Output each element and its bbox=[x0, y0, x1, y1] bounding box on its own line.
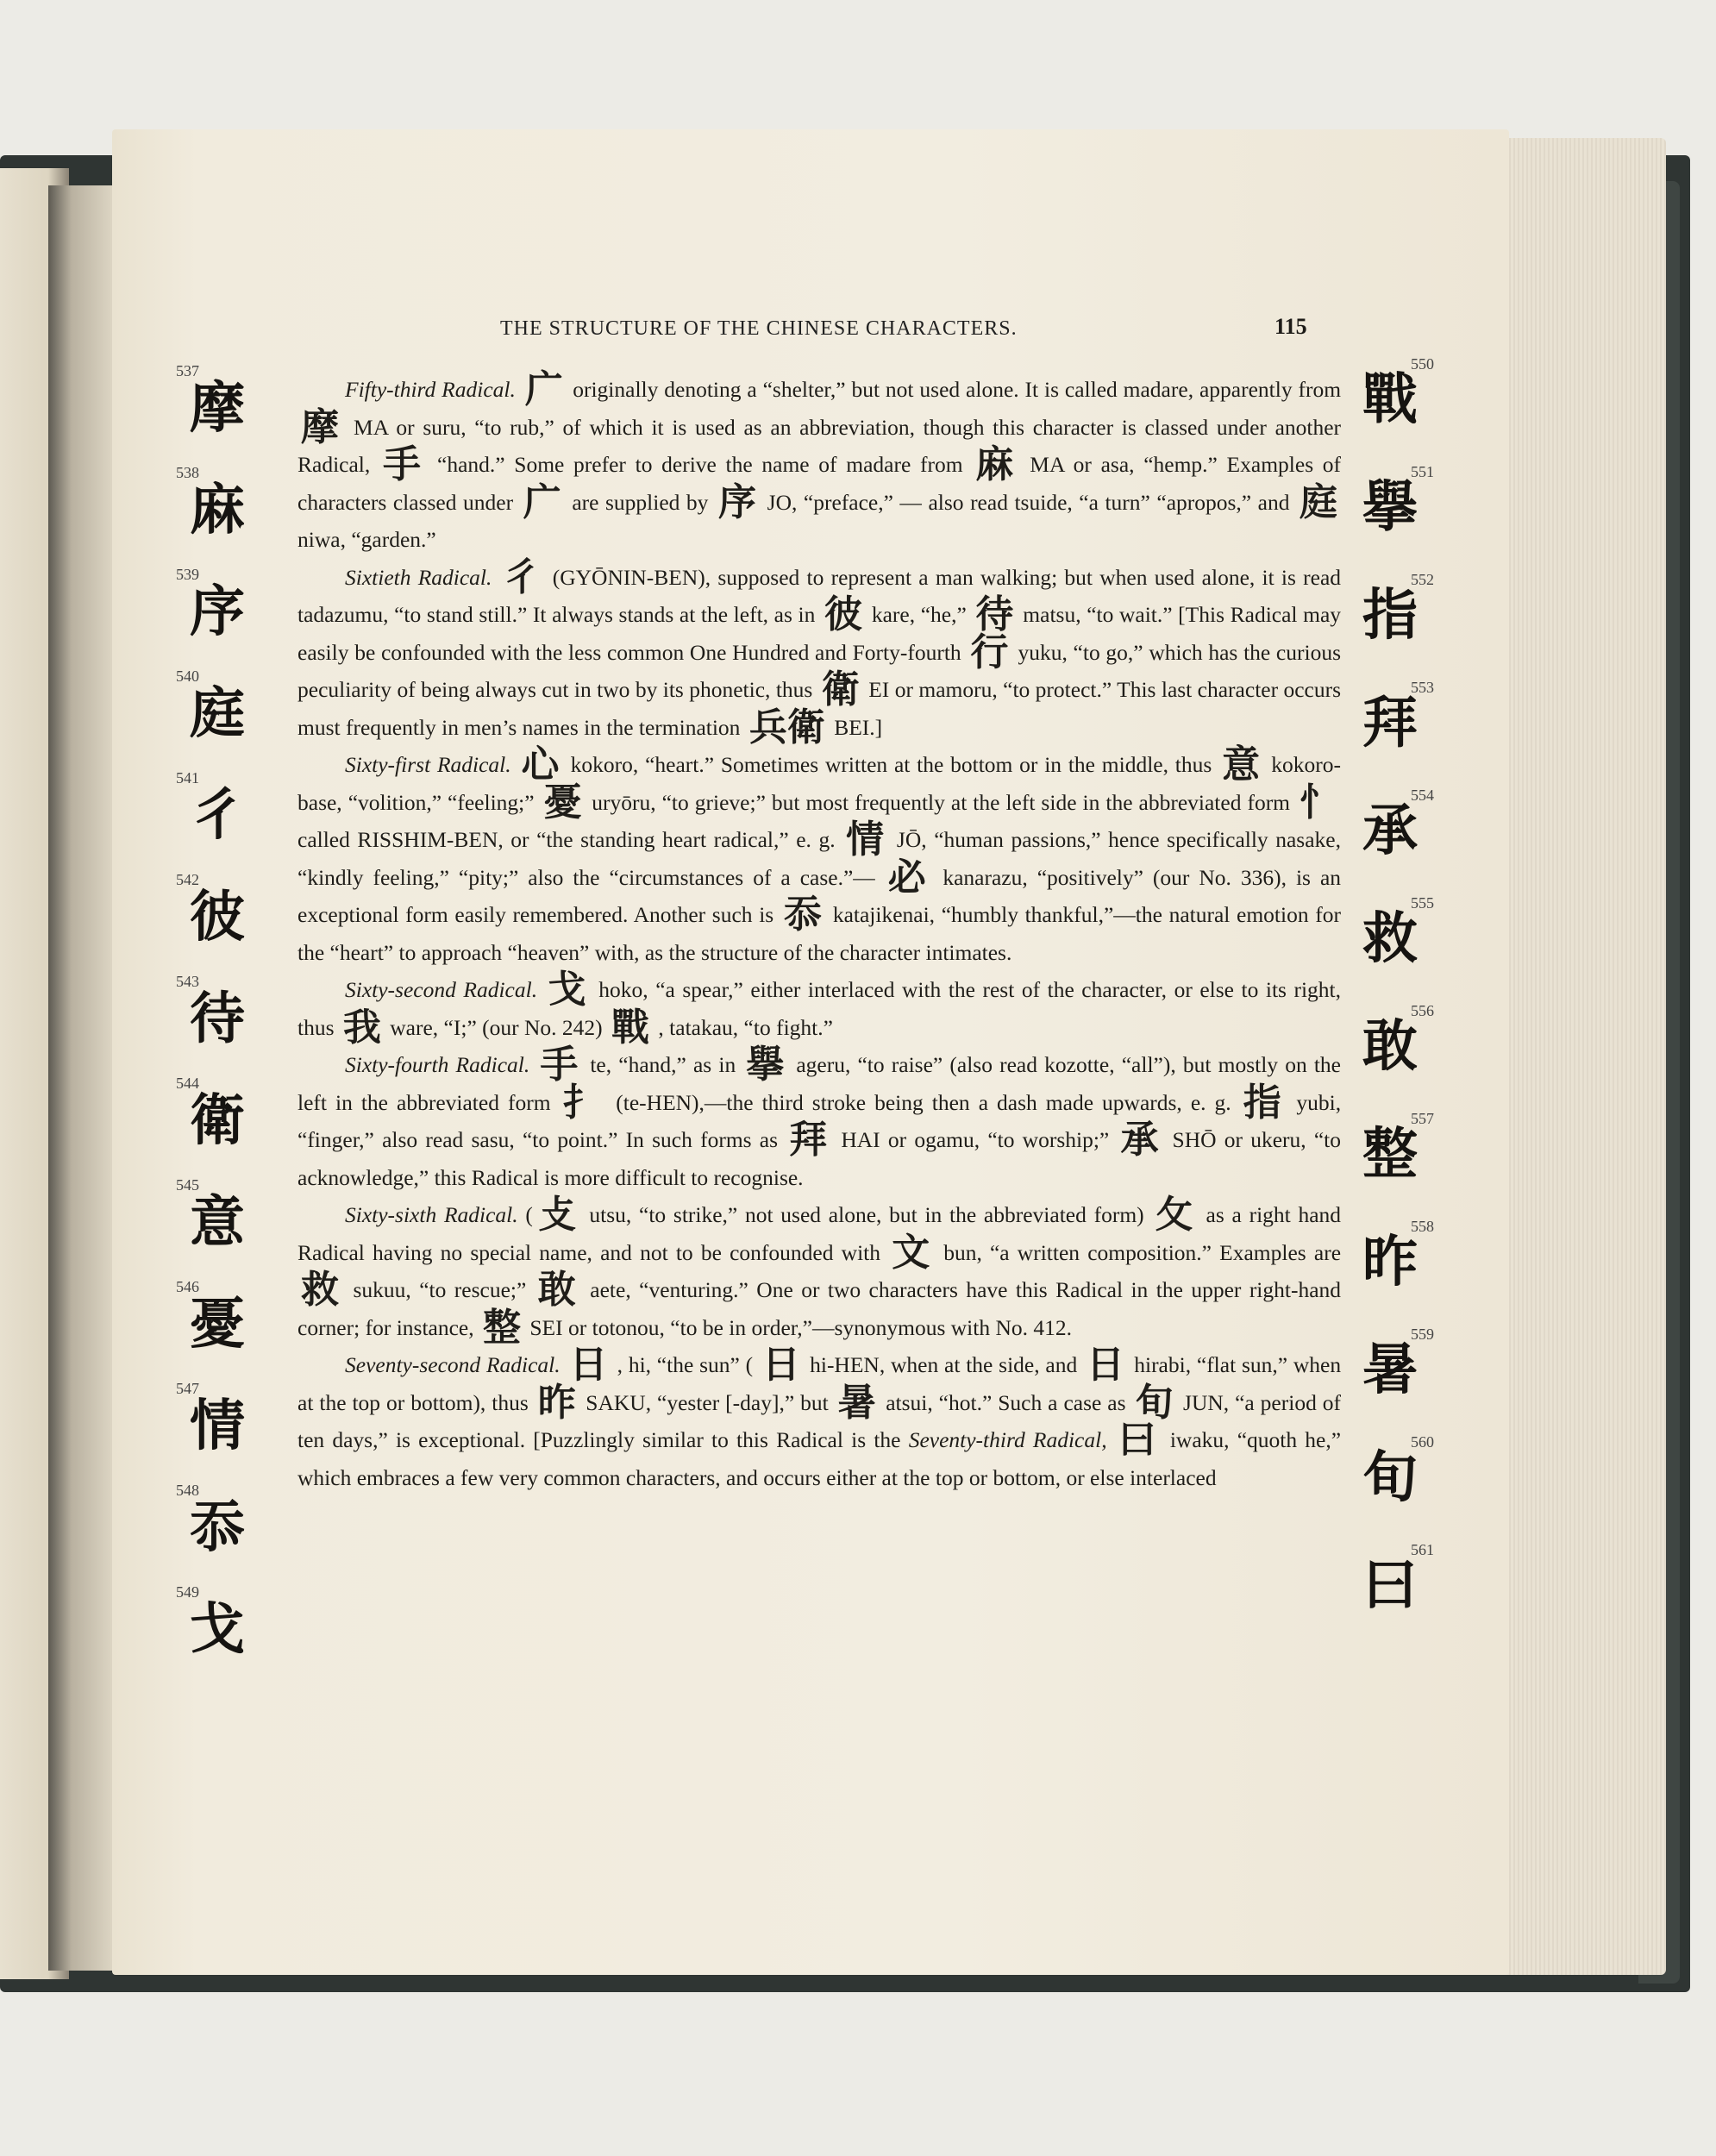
entry-number: 547 bbox=[176, 1380, 199, 1397]
paragraph-text: hoko, “a spear,” either interlaced with the rest of the character, or else to its right, thus bbox=[297, 977, 1342, 1040]
inline-character: 日 bbox=[1087, 1343, 1125, 1387]
entry-number: 559 bbox=[1411, 1326, 1434, 1343]
margin-character: 彳 bbox=[190, 784, 245, 848]
margin-character: 擧 bbox=[1362, 476, 1418, 540]
paragraph-text: JUN, “a period of ten days,” is exceptional. [Puzzlingly similar to this Radical is the bbox=[297, 1389, 1342, 1452]
inline-character: 戈 bbox=[548, 968, 588, 1012]
margin-character: 待 bbox=[190, 987, 245, 1051]
entry-number: 558 bbox=[1411, 1218, 1434, 1235]
paragraph-sixty-sixth-radical bbox=[297, 1193, 1342, 1350]
inline-character: 彳 bbox=[502, 555, 542, 599]
margin-character: 昨 bbox=[1362, 1231, 1418, 1294]
inline-character: 拜 bbox=[789, 1118, 830, 1162]
margin-character: 旬 bbox=[1362, 1446, 1418, 1510]
paragraph-text: SEI or totonou, “to be in order,”—synonymous with No. 412. bbox=[529, 1314, 1072, 1340]
inline-character: 意 bbox=[1222, 743, 1262, 787]
entry-number: 544 bbox=[176, 1075, 199, 1092]
margin-entry bbox=[164, 769, 293, 871]
inline-character: 整 bbox=[483, 1305, 521, 1350]
inline-character: 广 bbox=[523, 479, 562, 524]
paragraph-sixty-second-radical bbox=[297, 968, 1342, 1050]
margin-character: 戰 bbox=[1362, 368, 1418, 432]
paragraph-sixtieth-radical bbox=[297, 555, 1342, 749]
margin-entry bbox=[1337, 1326, 1466, 1433]
margin-character: 戈 bbox=[190, 1598, 245, 1662]
margin-entry bbox=[1337, 894, 1466, 1002]
margin-character: 情 bbox=[190, 1395, 245, 1458]
margin-character: 忝 bbox=[190, 1496, 245, 1560]
paragraph-text: kanarazu, “positively” (our No. 336), is an exceptional form easily remembered. Another such is bbox=[297, 864, 1342, 927]
paragraph-text: JO, “preface,” — also read tsuide, “a turn” “apropos,” and bbox=[767, 489, 1290, 515]
radical-heading: Sixtieth Radical. bbox=[345, 564, 492, 590]
margin-entry bbox=[1337, 1433, 1466, 1541]
paragraph-sixty-first-radical bbox=[297, 743, 1342, 971]
paragraph-sixty-fourth-radical bbox=[297, 1043, 1342, 1196]
paragraph-text: kare, “he,” bbox=[871, 602, 967, 627]
left-margin-characters bbox=[164, 362, 293, 1685]
margin-character: 摩 bbox=[190, 377, 245, 441]
inline-character: 擧 bbox=[746, 1043, 786, 1087]
inline-character: 序 bbox=[717, 479, 758, 524]
paragraph-text: called RISSHIM-BEN, or “the standing heart radical,” e. g. bbox=[297, 827, 836, 852]
inline-character: 指 bbox=[1243, 1080, 1285, 1125]
margin-entry bbox=[164, 362, 293, 464]
margin-character: 曰 bbox=[1362, 1554, 1418, 1618]
margin-entry bbox=[164, 667, 293, 769]
paragraph-text: kokoro-base, “volition,” “feeling;” bbox=[297, 752, 1342, 815]
paragraph-text: yuku, “to go,” which has the curious peculiarity of being always cut in two by its phonetic, thus bbox=[297, 639, 1342, 702]
paragraph-text: SAKU, “yester [-day],” but bbox=[586, 1389, 829, 1415]
paragraph-text: niwa, “garden.” bbox=[297, 527, 436, 552]
inline-character: 广 bbox=[524, 367, 564, 411]
inline-character: 摩 bbox=[301, 404, 342, 449]
inline-character: 忄 bbox=[1300, 780, 1338, 824]
paragraph-text: kokoro, “heart.” Sometimes written at the bottom or in the middle, thus bbox=[570, 752, 1212, 777]
inline-character: 文 bbox=[892, 1230, 932, 1275]
margin-character: 敢 bbox=[1362, 1015, 1418, 1079]
paragraph-text: uryōru, “to grieve;” but most frequently at the left side in the abbreviated form bbox=[592, 789, 1291, 815]
entry-number: 554 bbox=[1411, 787, 1434, 804]
margin-entry bbox=[164, 1482, 293, 1583]
margin-character: 拜 bbox=[1362, 692, 1418, 755]
entry-number: 561 bbox=[1411, 1541, 1434, 1558]
margin-character: 指 bbox=[1362, 584, 1418, 648]
inline-character: 心 bbox=[521, 743, 561, 787]
inline-character: 忝 bbox=[783, 893, 824, 937]
inline-character: 麻 bbox=[975, 442, 1018, 486]
inline-character: 攵 bbox=[1155, 1193, 1195, 1237]
paragraph-text: ageru, “to raise” (also read kozotte, “all”), but mostly on the left in the abbreviated form bbox=[297, 1052, 1342, 1115]
inline-character: 曰 bbox=[1118, 1418, 1159, 1462]
margin-entry bbox=[164, 1380, 293, 1482]
paragraph-text: utsu, “to strike,” not used alone, but in the abbreviated form) bbox=[589, 1202, 1144, 1227]
paragraph-text: , hi, “the sun” ( bbox=[617, 1352, 754, 1377]
margin-entry bbox=[1337, 355, 1466, 463]
inline-character: 戰 bbox=[611, 1005, 650, 1050]
margin-character: 序 bbox=[190, 580, 245, 644]
entry-number: 560 bbox=[1411, 1433, 1434, 1451]
margin-entry bbox=[1337, 787, 1466, 894]
entry-number: 548 bbox=[176, 1482, 199, 1499]
inline-character: 待 bbox=[975, 592, 1014, 636]
paragraph-text: te, “hand,” as in bbox=[590, 1052, 736, 1077]
paragraph-text: JŌ, “human passions,” hence specifically nasake, “kindly feeling,” “pity;” also the “circumstances of a case.”— bbox=[297, 827, 1341, 890]
inline-character: 彼 bbox=[824, 592, 863, 636]
paragraph-text: hi-HEN, when at the side, and bbox=[810, 1352, 1078, 1377]
entry-number: 546 bbox=[176, 1278, 199, 1295]
inline-character: 庭 bbox=[1300, 479, 1338, 524]
paragraph-text: (GYŌNIN-BEN), supposed to represent a man walking; but when used alone, it is read tadazumu, “to stand still.” It always stands at the left, as in bbox=[297, 564, 1342, 627]
paragraph-text: originally denoting a “shelter,” but not used alone. It is called madare, apparently from bbox=[573, 377, 1342, 402]
paragraph-text: “hand.” Some prefer to derive the name of madare from bbox=[437, 452, 963, 477]
paragraph-seventy-second-radical bbox=[297, 1343, 1342, 1496]
paragraph-text: katajikenai, “humbly thankful,”—the natural emotion for the “heart” to approach “heaven” with, as the structure of the character intimates. bbox=[297, 902, 1341, 965]
margin-character: 整 bbox=[1362, 1123, 1418, 1187]
margin-entry bbox=[164, 1583, 293, 1685]
right-margin-characters bbox=[1337, 355, 1466, 1649]
inline-character: 攴 bbox=[535, 1193, 579, 1237]
inline-character: 我 bbox=[342, 1005, 381, 1050]
margin-entry bbox=[1337, 679, 1466, 787]
running-head: THE STRUCTURE OF THE CHINESE CHARACTERS. bbox=[500, 317, 1018, 340]
margin-character: 憂 bbox=[190, 1293, 245, 1357]
inline-character: 旬 bbox=[1135, 1380, 1174, 1425]
paragraph-fifty-third-radical bbox=[297, 367, 1342, 559]
entry-number: 543 bbox=[176, 973, 199, 990]
paragraph-text: iwaku, “quoth he,” which embraces a few very common characters, and occurs either at the top or bottom, or else interlaced bbox=[297, 1427, 1342, 1490]
paragraph-text: bun, “a written composition.” Examples are bbox=[943, 1239, 1342, 1265]
entry-number: 557 bbox=[1411, 1110, 1434, 1127]
paragraph-text: BEI.] bbox=[834, 714, 883, 740]
margin-entry bbox=[1337, 463, 1466, 571]
margin-entry bbox=[164, 871, 293, 973]
inline-character: 暑 bbox=[837, 1380, 877, 1425]
entry-number: 539 bbox=[176, 566, 199, 583]
margin-entry bbox=[1337, 1110, 1466, 1218]
paragraph-text: aete, “venturing.” One or two characters have this Radical in the upper right-hand corner; for instance, bbox=[297, 1277, 1342, 1340]
radical-heading: Fifty-third Radical. bbox=[345, 377, 516, 402]
margin-entry bbox=[164, 1278, 293, 1380]
margin-character: 庭 bbox=[190, 682, 245, 746]
inline-character: 日 bbox=[761, 1343, 801, 1387]
inline-character: 情 bbox=[846, 818, 886, 862]
margin-character: 承 bbox=[1362, 799, 1418, 863]
margin-character: 衛 bbox=[190, 1089, 245, 1153]
inline-character: 日 bbox=[569, 1343, 608, 1387]
entry-number: 550 bbox=[1411, 355, 1434, 373]
margin-character: 麻 bbox=[190, 479, 245, 542]
entry-number: 538 bbox=[176, 464, 199, 481]
entry-number: 540 bbox=[176, 667, 199, 685]
paragraph-text: matsu, “to wait.” [This Radical may easily be confounded with the less common One Hundred and Forty-fourth bbox=[297, 602, 1342, 665]
margin-character: 彼 bbox=[190, 886, 245, 950]
paragraph-text: are supplied by bbox=[572, 489, 709, 515]
entry-number: 549 bbox=[176, 1583, 199, 1601]
margin-entry bbox=[1337, 1002, 1466, 1110]
paragraph-text: ( bbox=[525, 1202, 533, 1227]
inline-character: 救 bbox=[301, 1268, 342, 1312]
paragraph-text: EI or mamoru, “to protect.” This last character occurs must frequently in men’s names in the termination bbox=[297, 677, 1342, 740]
inline-character: 兵衛 bbox=[748, 705, 825, 749]
entry-number: 545 bbox=[176, 1176, 199, 1194]
inline-character: 昨 bbox=[537, 1380, 577, 1425]
paragraph-text: MA or suru, “to rub,” of which it is used as an abbreviation, though this character is classed under another Radical, bbox=[297, 414, 1342, 477]
inline-character: 手 bbox=[382, 442, 425, 486]
entry-number: 537 bbox=[176, 362, 199, 379]
inline-character: 必 bbox=[887, 855, 930, 899]
margin-entry bbox=[1337, 571, 1466, 679]
inline-character: 衛 bbox=[821, 667, 860, 711]
entry-number: 555 bbox=[1411, 894, 1434, 912]
entry-number: 556 bbox=[1411, 1002, 1434, 1019]
paragraph-text: as a right hand Radical having no special name, and not to be confounded with bbox=[297, 1202, 1342, 1265]
paragraph-text: SHŌ or ukeru, “to acknowledge,” this Radical is more difficult to recognise. bbox=[297, 1127, 1342, 1190]
radical-heading: Sixty-first Radical. bbox=[345, 752, 511, 777]
margin-entry bbox=[164, 1075, 293, 1176]
inline-character: 手 bbox=[540, 1043, 580, 1087]
margin-entry bbox=[1337, 1541, 1466, 1649]
margin-entry bbox=[164, 566, 293, 667]
margin-entry bbox=[1337, 1218, 1466, 1326]
paragraph-text: ware, “I;” (our No. 242) bbox=[390, 1014, 603, 1040]
inline-character: 憂 bbox=[543, 780, 583, 824]
paragraph-text: atsui, “hot.” Such a case as bbox=[886, 1389, 1126, 1415]
entry-number: 541 bbox=[176, 769, 199, 787]
paragraph-text: , tatakau, “to fight.” bbox=[658, 1014, 833, 1040]
paragraph-text: hirabi, “flat sun,” when at the top or bottom), thus bbox=[297, 1352, 1342, 1415]
margin-character: 暑 bbox=[1362, 1338, 1418, 1402]
radical-heading: Sixty-sixth Radical. bbox=[345, 1202, 518, 1227]
entry-number: 551 bbox=[1411, 463, 1434, 480]
paragraph-text: sukuu, “to rescue;” bbox=[353, 1277, 527, 1302]
radical-heading: Seventy-second Radical. bbox=[345, 1352, 561, 1377]
radical-heading: Seventy-third Radical, bbox=[908, 1427, 1107, 1452]
inline-character: 行 bbox=[970, 630, 1009, 674]
body-text bbox=[297, 367, 1342, 1496]
paragraph-text: (te-HEN),—the third stroke being then a dash made upwards, e. g. bbox=[616, 1089, 1231, 1115]
inline-character: 扌 bbox=[562, 1080, 604, 1125]
paragraph-text: yubi, “finger,” also read sasu, “to point.” In such forms as bbox=[297, 1089, 1342, 1152]
margin-character: 救 bbox=[1362, 907, 1418, 971]
radical-heading: Sixty-fourth Radical. bbox=[345, 1052, 530, 1077]
margin-entry bbox=[164, 464, 293, 566]
radical-heading: Sixty-second Radical. bbox=[345, 977, 538, 1002]
margin-entry bbox=[164, 1176, 293, 1278]
inline-character: 承 bbox=[1120, 1118, 1162, 1162]
page-fore-edge bbox=[1502, 138, 1666, 1975]
margin-entry bbox=[164, 973, 293, 1075]
entry-number: 542 bbox=[176, 871, 199, 888]
page-number: 115 bbox=[1274, 314, 1307, 339]
paragraph-text: HAI or ogamu, “to worship;” bbox=[841, 1127, 1110, 1152]
paragraph-text: MA or asa, “hemp.” Examples of characters classed under bbox=[297, 452, 1342, 515]
margin-character: 意 bbox=[190, 1191, 245, 1255]
entry-number: 553 bbox=[1411, 679, 1434, 696]
entry-number: 552 bbox=[1411, 571, 1434, 588]
inline-character: 敢 bbox=[537, 1268, 579, 1312]
